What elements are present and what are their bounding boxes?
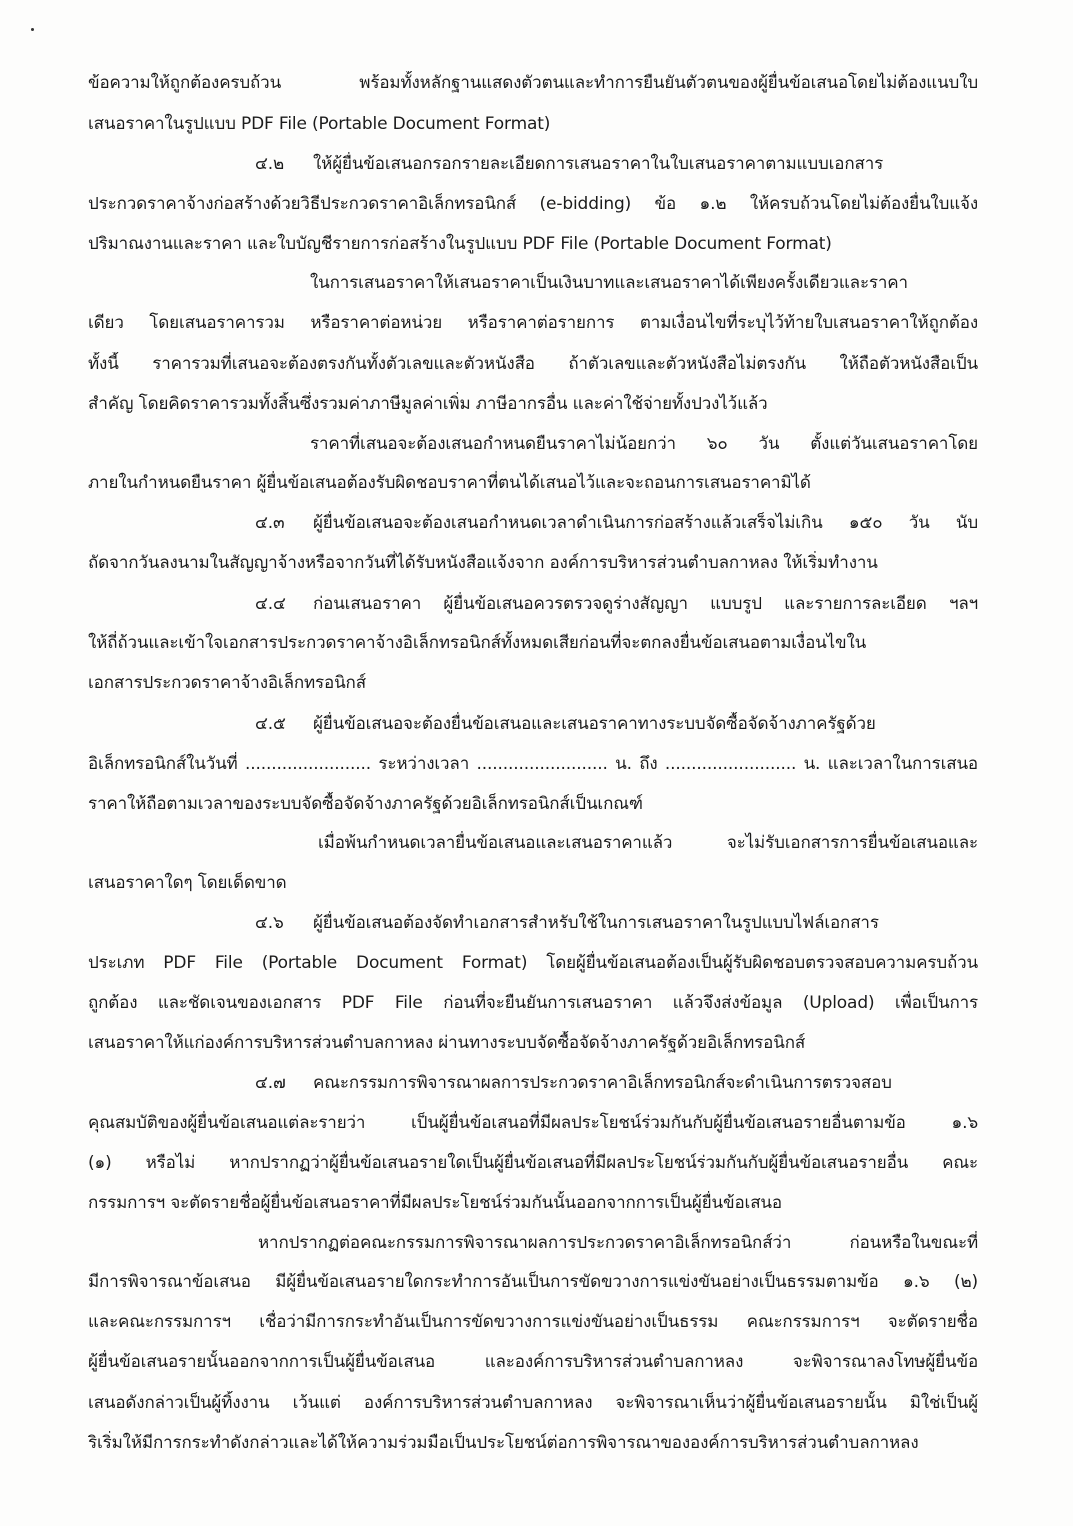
section-4-2-line (255, 152, 978, 176)
section-4-7-line (255, 1071, 978, 1095)
text-line: เอกสารประกวดราคาจ้างอิเล็กทรอนิกส์ (88, 673, 366, 693)
date-time-fill-line: อิเล็กทรอนิกส์ในวันที่ ........................ ระหว่างเวลา ......................... น. ถึง ......................... น. และเวลาในการเสนอ (88, 754, 978, 774)
text-line: ถูกต้อง และชัดเจนของเอกสาร PDF File ก่อนที่จะยืนยันการเสนอราคา แล้วจึงส่งข้อมูล (Upload) เพื่อเป็นการ (88, 993, 978, 1013)
text-line: คณะกรรมการพิจารณาผลการประกวดราคาอิเล็กทรอนิกส์จะดำเนินการตรวจสอบ (313, 1073, 892, 1093)
text-line: ให้ผู้ยื่นข้อเสนอกรอกรายละเอียดการเสนอราคาในใบเสนอราคาตามแบบเอกสาร (313, 154, 884, 174)
text-line: ก่อนเสนอราคา ผู้ยื่นข้อเสนอควรตรวจดูร่างสัญญา แบบรูป และรายการละเอียด ฯลฯ (313, 594, 978, 614)
text-line: เมื่อพ้นกำหนดเวลายื่นข้อเสนอและเสนอราคาแล้ว จะไม่รับเอกสารการยื่นข้อเสนอและ (318, 833, 978, 853)
section-4-5-line (255, 712, 978, 736)
text-line: เสนอราคาใดๆ โดยเด็ดขาด (88, 873, 287, 893)
text-line: ราคาที่เสนอจะต้องเสนอกำหนดยืนราคาไม่น้อยกว่า ๖๐ วัน ตั้งแต่วันเสนอราคาโดย (310, 434, 978, 454)
text-line: ภายในกำหนดยืนราคา ผู้ยื่นข้อเสนอต้องรับผิดชอบราคาที่ตนได้เสนอไว้และจะถอนการเสนอราคามิได้ (88, 473, 811, 493)
text-line: เสนอราคาในรูปแบบ PDF File (Portable Document Format) (88, 114, 551, 134)
text-line: ผู้ยื่นข้อเสนอรายนั้นออกจากการเป็นผู้ยื่นข้อเสนอ และองค์การบริหารส่วนตำบลกาหลง จะพิจารณาลงโทษผู้ยื่นข้อ (88, 1352, 978, 1372)
text-line: ผู้ยื่นข้อเสนอต้องจัดทำเอกสารสำหรับใช้ในการเสนอราคาในรูปแบบไฟล์เอกสาร (313, 913, 879, 933)
scan-speck (31, 28, 34, 31)
text-line: เดียว โดยเสนอราคารวม หรือราคาต่อหน่วย หรือราคาต่อรายการ ตามเงื่อนไขที่ระบุไว้ท้ายใบเสนอราคาให้ถูกต้อง (88, 313, 978, 333)
text-line: ถัดจากวันลงนามในสัญญาจ้างหรือจากวันที่ได้รับหนังสือแจ้งจาก องค์การบริหารส่วนตำบลกาหลง ให้เริ่มทำงาน (88, 553, 878, 573)
text-line: เสนอดังกล่าวเป็นผู้ทิ้งงาน เว้นแต่ องค์การบริหารส่วนตำบลกาหลง จะพิจารณาเห็นว่าผู้ยื่นข้อเสนอรายนั้น มิใช่เป็นผู้ (88, 1393, 978, 1413)
text-line: ให้ถี่ถ้วนและเข้าใจเอกสารประกวดราคาจ้างอิเล็กทรอนิกส์ทั้งหมดเสียก่อนที่จะตกลงยื่นข้อเสนอตามเงื่อนไขใน (88, 633, 867, 653)
text-line: ข้อความให้ถูกต้องครบถ้วน พร้อมทั้งหลักฐานแสดงตัวตนและทำการยืนยันตัวตนของผู้ยื่นข้อเสนอโดยไม่ต้องแนบใบ (88, 73, 978, 93)
text-line: มีการพิจารณาข้อเสนอ มีผู้ยื่นข้อเสนอรายใดกระทำการอันเป็นการขัดขวางการแข่งขันอย่างเป็นธรรมตามข้อ ๑.๖ (๒) (88, 1272, 978, 1292)
text-line: ปริมาณงานและราคา และใบบัญชีรายการก่อสร้างในรูปแบบ PDF File (Portable Document Format) (88, 234, 832, 254)
text-line: ในการเสนอราคาให้เสนอราคาเป็นเงินบาทและเสนอราคาได้เพียงครั้งเดียวและราคา (310, 273, 908, 293)
text-line: เสนอราคาให้แก่องค์การบริหารส่วนตำบลกาหลง ผ่านทางระบบจัดซื้อจัดจ้างภาครัฐด้วยอิเล็กทรอนิกส์ (88, 1033, 806, 1053)
section-4-3-line (255, 511, 978, 535)
text-line: และคณะกรรมการฯ เชื่อว่ามีการกระทำอันเป็นการขัดขวางการแข่งขันอย่างเป็นธรรม คณะกรรมการฯ จะตัดรายชื่อ (88, 1312, 978, 1332)
section-number: ๔.๖ (255, 913, 284, 933)
section-4-4-line (255, 592, 978, 616)
text-line: ริเริ่มให้มีการกระทำดังกล่าวและได้ให้ความร่วมมือเป็นประโยชน์ต่อการพิจารณาขององค์การบริหารส่วนตำบลกาหลง (88, 1433, 919, 1453)
text-line: (๑) หรือไม่ หากปรากฏว่าผู้ยื่นข้อเสนอรายใดเป็นผู้ยื่นข้อเสนอที่มีผลประโยชน์ร่วมกันกับผู้ยื่นข้อเสนอรายอื่น คณะ (88, 1153, 978, 1173)
text-line: หากปรากฏต่อคณะกรรมการพิจารณาผลการประกวดราคาอิเล็กทรอนิกส์ว่า ก่อนหรือในขณะที่ (258, 1233, 978, 1253)
text-line: คุณสมบัติของผู้ยื่นข้อเสนอแต่ละรายว่า เป็นผู้ยื่นข้อเสนอที่มีผลประโยชน์ร่วมกันกับผู้ยื่นข้อเสนอรายอื่นตามข้อ ๑.๖ (88, 1113, 978, 1133)
section-number: ๔.๗ (255, 1073, 286, 1093)
text-line: ผู้ยื่นข้อเสนอจะต้องเสนอกำหนดเวลาดำเนินการก่อสร้างแล้วเสร็จไม่เกิน ๑๕๐ วัน นับ (313, 513, 978, 533)
text-line: ราคาให้ถือตามเวลาของระบบจัดซื้อจัดจ้างภาครัฐด้วยอิเล็กทรอนิกส์เป็นเกณฑ์ (88, 794, 643, 814)
text-line: ประกวดราคาจ้างก่อสร้างด้วยวิธีประกวดราคาอิเล็กทรอนิกส์ (e-bidding) ข้อ ๑.๒ ให้ครบถ้วนโดยไม่ต้องยื่นใบแจ้ง (88, 194, 978, 214)
text-line: กรรมการฯ จะตัดรายชื่อผู้ยื่นข้อเสนอราคาที่มีผลประโยชน์ร่วมกันนั้นออกจากการเป็นผู้ยื่นข้อเสนอ (88, 1193, 782, 1213)
section-number: ๔.๓ (255, 513, 285, 533)
text-line: สำคัญ โดยคิดราคารวมทั้งสิ้นซึ่งรวมค่าภาษีมูลค่าเพิ่ม ภาษีอากรอื่น และค่าใช้จ่ายทั้งปวงไว้แล้ว (88, 394, 768, 414)
text-line: ประเภท PDF File (Portable Document Format) โดยผู้ยื่นข้อเสนอต้องเป็นผู้รับผิดชอบตรวจสอบความครบถ้วน (88, 953, 978, 973)
text-line: ทั้งนี้ ราคารวมที่เสนอจะต้องตรงกันทั้งตัวเลขและตัวหนังสือ ถ้าตัวเลขและตัวหนังสือไม่ตรงกัน ให้ถือตัวหนังสือเป็น (88, 354, 978, 374)
section-number: ๔.๔ (255, 594, 286, 614)
section-number: ๔.๕ (255, 714, 286, 734)
section-number: ๔.๒ (255, 154, 285, 174)
text-line: ผู้ยื่นข้อเสนอจะต้องยื่นข้อเสนอและเสนอราคาทางระบบจัดซื้อจัดจ้างภาครัฐด้วย (313, 714, 876, 734)
section-4-6-line (255, 911, 978, 935)
